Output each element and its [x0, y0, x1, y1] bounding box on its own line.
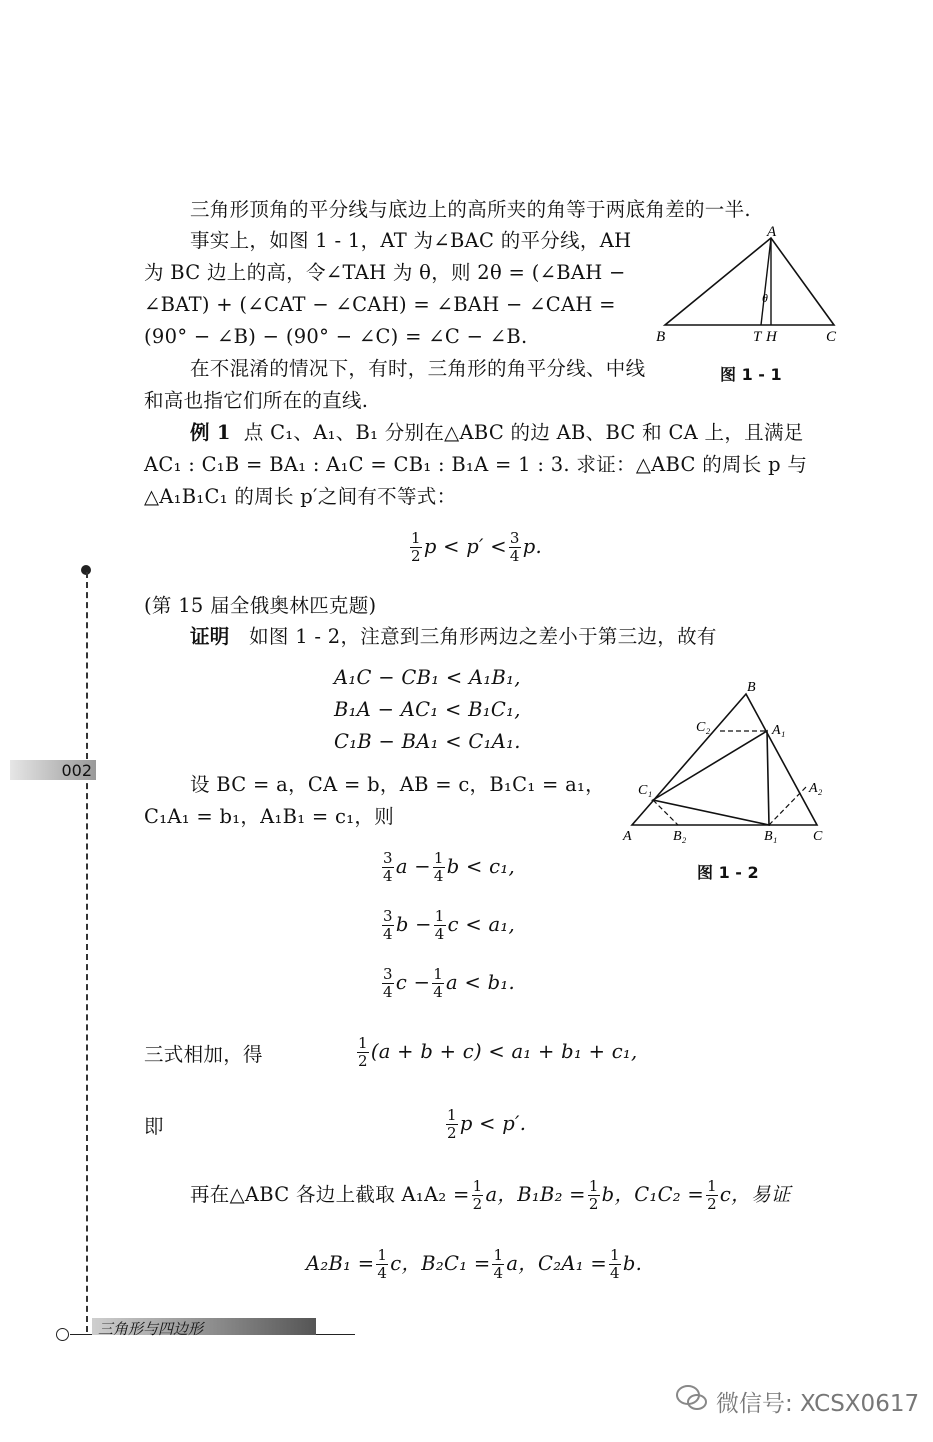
- result-line: A₂B₁ = $\frac{1}{4}$ c，B₂C₁ = $\frac{1}{4}$ a，C₂A₁ = $\frac{1}{4}$ b.: [306, 1246, 643, 1282]
- fraction-ineq-3: $\frac{3}{4}$ c − $\frac{1}{4}$ a < b₁.: [383, 965, 516, 1001]
- fig2-label-B1: B₁: [764, 829, 778, 844]
- text-line-2: 事实上，如图 1 - 1，AT 为∠BAC 的平分线，AH: [190, 229, 632, 252]
- proof-text: 如图 1 - 2，注意到三角形两边之差小于第三边，故有: [249, 625, 717, 648]
- example-line-1: [190, 423, 804, 443]
- proof-line: [190, 627, 717, 647]
- fig1-label-C: C: [826, 329, 837, 345]
- fig2-label-B2: B₂: [673, 829, 687, 844]
- set-line-1: 设 BC = a，CA = b，AB = c，B₁C₁ = a₁，: [190, 773, 605, 796]
- text-line-4: ∠BAT) + (∠CAT − ∠CAH) = ∠BAH − ∠CAH =: [144, 293, 616, 316]
- example-line-2: AC₁ : C₁B = BA₁ : A₁C = CB₁ : B₁A = 1 : 3. 求证：△ABC 的周长 p 与: [144, 453, 808, 476]
- page-number: 002: [61, 761, 92, 780]
- footer-circle-icon: [56, 1328, 69, 1341]
- fig1-label-B: B: [656, 329, 666, 345]
- set-line-2: C₁A₁ = b₁，A₁B₁ = c₁，则: [144, 805, 394, 828]
- wechat-icon: [675, 1383, 709, 1413]
- fig2-label-C2: C₂: [696, 720, 711, 735]
- fig2-label-A1: A₁: [772, 723, 786, 738]
- text-line-3: 为 BC 边上的高，令∠TAH 为 θ，则 2θ = (∠BAH −: [144, 261, 626, 284]
- ji-expression: $\frac{1}{2}$ p < p′.: [447, 1106, 527, 1142]
- text-line-5: (90° − ∠B) − (90° − ∠C) = ∠C − ∠B.: [144, 325, 528, 348]
- fig1-label-H: H: [766, 329, 777, 345]
- watermark-text: 微信号: XCSX0617: [716, 1391, 920, 1417]
- fraction-ineq-1: $\frac{3}{4}$ a − $\frac{1}{4}$ b < c₁,: [383, 849, 516, 885]
- example-label: 例 1: [190, 421, 231, 444]
- figure-1-2: [620, 676, 835, 846]
- footer-title: 三角形与四边形: [98, 1320, 204, 1338]
- triangle-ineq-3: C₁B − BA₁ < C₁A₁.: [334, 730, 521, 753]
- cut-line: 再在△ABC 各边上截取 A₁A₂ = $\frac{1}{2}$ a，B₁B₂ = $\frac{1}{2}$ b，C₁C₂ = $\frac{1}{2}$ c，易证: [190, 1177, 791, 1213]
- fraction-ineq-2: $\frac{3}{4}$ b − $\frac{1}{4}$ c < a₁,: [383, 907, 516, 943]
- triangle-ineq-2: B₁A − AC₁ < B₁C₁,: [334, 698, 521, 721]
- fig2-label-C: C: [813, 829, 823, 844]
- fig2-label-A2: A₂: [809, 781, 823, 796]
- example-text-1: 点 C₁、A₁、B₁ 分别在△ABC 的边 AB、BC 和 CA 上，且满足: [243, 421, 804, 444]
- figure-1-2-caption: 图 1 - 2: [697, 863, 759, 882]
- sum-expression: $\frac{1}{2}$ (a + b + c) < a₁ + b₁ + c₁,: [358, 1034, 638, 1070]
- fig2-label-B: B: [747, 680, 756, 695]
- fig1-label-T: T: [753, 329, 762, 345]
- page-number-tab: [10, 760, 96, 780]
- text-line-7: 和高也指它们所在的直线.: [144, 389, 369, 412]
- fig1-label-A: A: [767, 224, 777, 240]
- margin-dashed-line: [86, 572, 88, 1332]
- example-line-3: △A₁B₁C₁ 的周长 p′之间有不等式：: [144, 485, 457, 508]
- fig2-label-A: A: [623, 829, 632, 844]
- source-note: (第 15 届全俄奥林匹克题): [144, 594, 377, 617]
- footer-title-bar: [92, 1318, 316, 1338]
- figure-1-1-caption: 图 1 - 1: [720, 365, 782, 384]
- ji-label: 即: [144, 1115, 164, 1138]
- fig2-label-C1: C₁: [638, 783, 653, 798]
- text-line-6: 在不混淆的情况下，有时，三角形的角平分线、中线: [190, 357, 646, 380]
- fig1-label-theta: θ: [762, 291, 768, 305]
- sum-label: 三式相加，得: [144, 1043, 263, 1066]
- triangle-ineq-1: A₁C − CB₁ < A₁B₁,: [334, 666, 521, 689]
- text-line-1: 三角形顶角的平分线与底边上的高所夹的角等于两底角差的一半.: [190, 198, 751, 221]
- inequality-main: $\frac{1}{2}$ p < p′ < $\frac{3}{4}$ p.: [411, 529, 543, 565]
- proof-label: 证明: [190, 625, 230, 648]
- figure-1-1: [650, 224, 850, 354]
